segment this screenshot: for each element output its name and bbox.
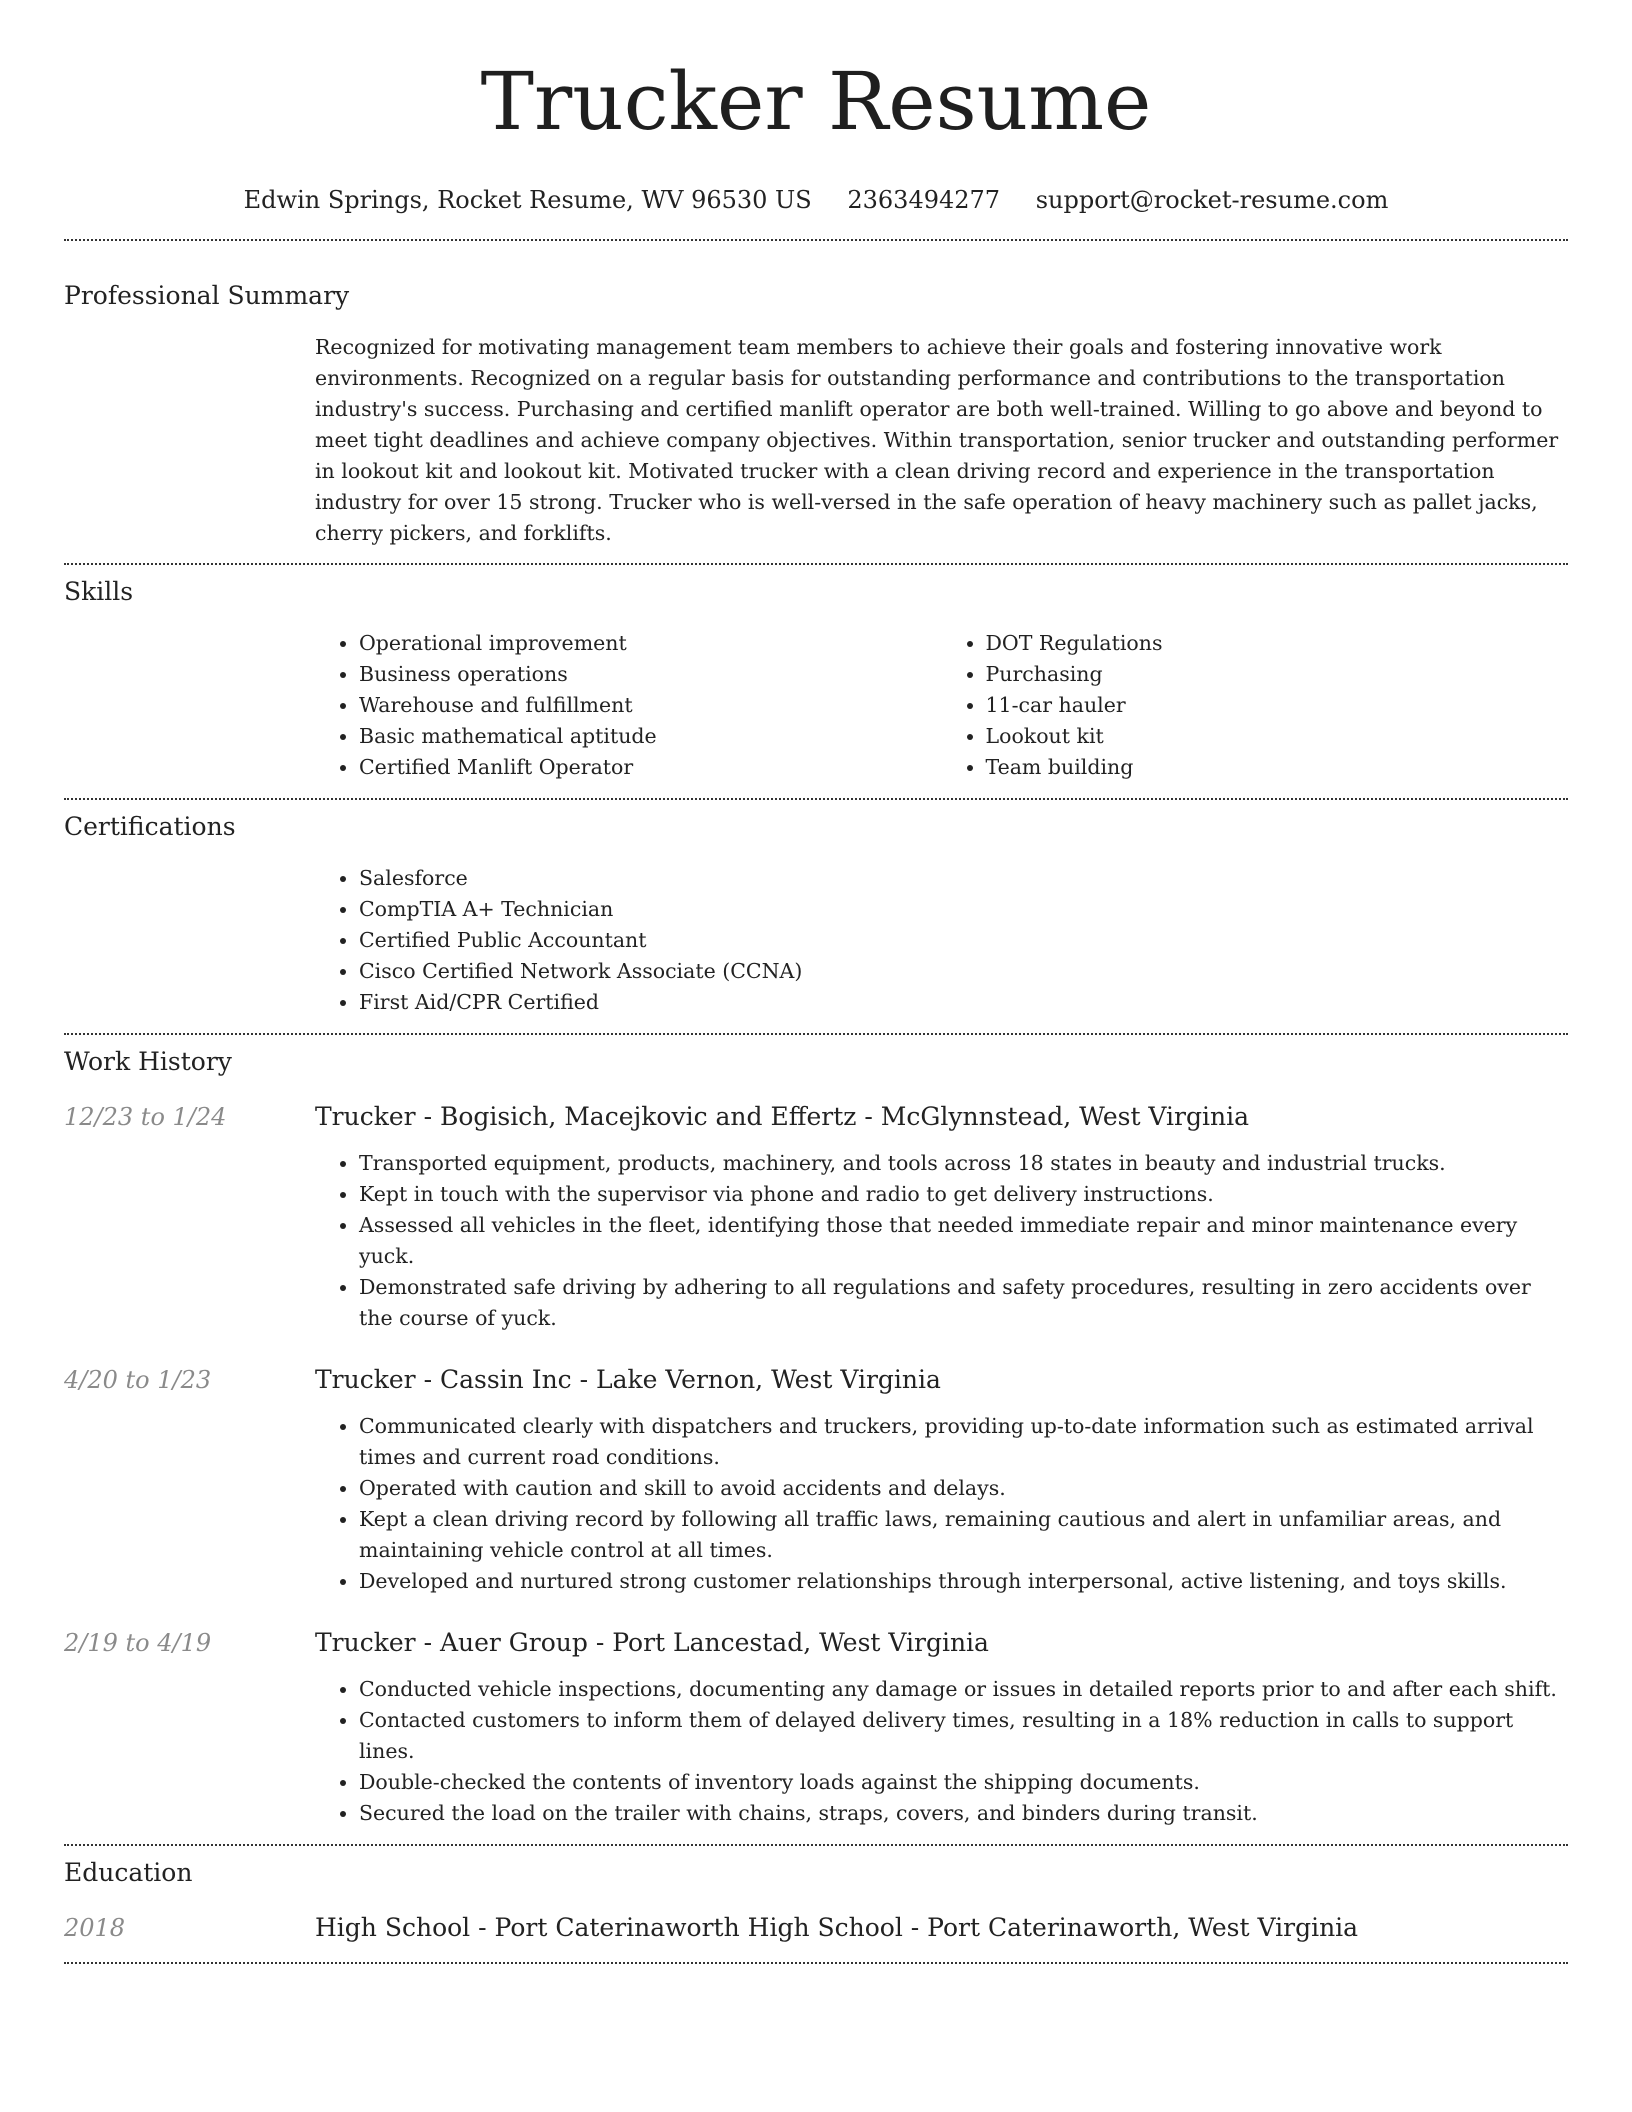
list-item: • Warehouse and fulfillment [359,690,942,721]
list-item: • Communicated clearly with dispatchers and truckers, providing up-to-date information such as estimated arrival times and current road conditions. [359,1411,1568,1473]
list-item: • Kept a clean driving record by following all traffic laws, remaining cautious and alert in unfamiliar areas, and maintaining vehicle control at all times. [359,1504,1568,1566]
section-title-work-history: Work History [64,1047,232,1076]
skills-list-left [315,628,942,783]
job-bullets [315,1411,1568,1597]
list-item: • 11-car hauler [986,690,1569,721]
job-title: Trucker - Auer Group - Port Lancestad, West Virginia [315,1628,989,1657]
list-item: • Lookout kit [986,721,1569,752]
list-item: • Salesforce [359,863,1568,894]
list-item: • Certified Manlift Operator [359,752,942,783]
contact-phone: 2363494277 [847,186,1001,214]
job-date: 2/19 to 4/19 [64,1629,212,1657]
section-title-education: Education [64,1858,193,1887]
list-item: • Double-checked the contents of inventory loads against the shipping documents. [359,1767,1568,1798]
skills-list-right [942,628,1569,783]
job-entry [64,1627,1568,1829]
section-title-certifications: Certifications [64,812,236,841]
job-title: Trucker - Bogisich, Macejkovic and Effertz - McGlynnstead, West Virginia [315,1102,1249,1131]
skills-section [64,565,1568,783]
divider [64,1962,1568,1964]
job-entry [64,1101,1568,1334]
page-title: Trucker Resume [480,55,1152,148]
job-bullets [315,1148,1568,1334]
list-item: • Conducted vehicle inspections, documenting any damage or issues in detailed reports prior to and after each shift. [359,1674,1568,1705]
certifications-section [64,800,1568,1018]
education-title: High School - Port Caterinaworth High School - Port Caterinaworth, West Virginia [315,1913,1359,1942]
section-title-summary: Professional Summary [64,281,350,310]
summary-text: Recognized for motivating management team members to achieve their goals and fostering innovative work environments. Recognized on a regular basis for outstanding performance and contributions to the transportation industry's success. Purchasing and certified manlift operator are both well-trained. Willing to go above and beyond to meet tight deadlines and achieve company objectives. Within transportation, senior trucker and outstanding performer in lookout kit and lookout kit. Motivated trucker with a clean driving record and experience in the transportation industry for over 15 strong. Trucker who is well-versed in the safe operation of heavy machinery such as pallet jacks, cherry pickers, and forklifts. [315,335,1559,545]
job-bullets [315,1674,1568,1829]
education-section [64,1846,1568,1944]
list-item: • Secured the load on the trailer with chains, straps, covers, and binders during transit. [359,1798,1568,1829]
list-item: • Demonstrated safe driving by adhering to all regulations and safety procedures, resulting in zero accidents over the course of yuck. [359,1272,1568,1334]
list-item: • Basic mathematical aptitude [359,721,942,752]
work-history-section [64,1035,1568,1829]
list-item: • Assessed all vehicles in the fleet, identifying those that needed immediate repair and minor maintenance every yuck. [359,1210,1568,1272]
job-entry [64,1364,1568,1597]
list-item: • Operational improvement [359,628,942,659]
list-item: • DOT Regulations [986,628,1569,659]
list-item: • Certified Public Accountant [359,925,1568,956]
section-title-skills: Skills [64,577,134,606]
contact-address: Edwin Springs, Rocket Resume, WV 96530 US [243,186,812,214]
list-item: • First Aid/CPR Certified [359,987,1568,1018]
list-item: • Cisco Certified Network Associate (CCNA) [359,956,1568,987]
list-item: • Kept in touch with the supervisor via phone and radio to get delivery instructions. [359,1179,1568,1210]
education-date: 2018 [64,1914,126,1942]
list-item: • Developed and nurtured strong customer relationships through interpersonal, active listening, and toys skills. [359,1566,1568,1597]
job-title: Trucker - Cassin Inc - Lake Vernon, West Virginia [315,1365,941,1394]
list-item: • Contacted customers to inform them of delayed delivery times, resulting in a 18% reduction in calls to support lines. [359,1705,1568,1767]
job-date: 12/23 to 1/24 [64,1103,227,1131]
list-item: • Operated with caution and skill to avoid accidents and delays. [359,1473,1568,1504]
list-item: • Transported equipment, products, machinery, and tools across 18 states in beauty and industrial trucks. [359,1148,1568,1179]
job-date: 4/20 to 1/23 [64,1366,212,1394]
list-item: • CompTIA A+ Technician [359,894,1568,925]
contact-line [64,184,1568,216]
list-item: • Purchasing [986,659,1569,690]
list-item: • Team building [986,752,1569,783]
contact-email: support@rocket-resume.com [1035,186,1389,214]
list-item: • Business operations [359,659,942,690]
summary-section [64,241,1568,549]
certifications-list [315,863,1568,1018]
